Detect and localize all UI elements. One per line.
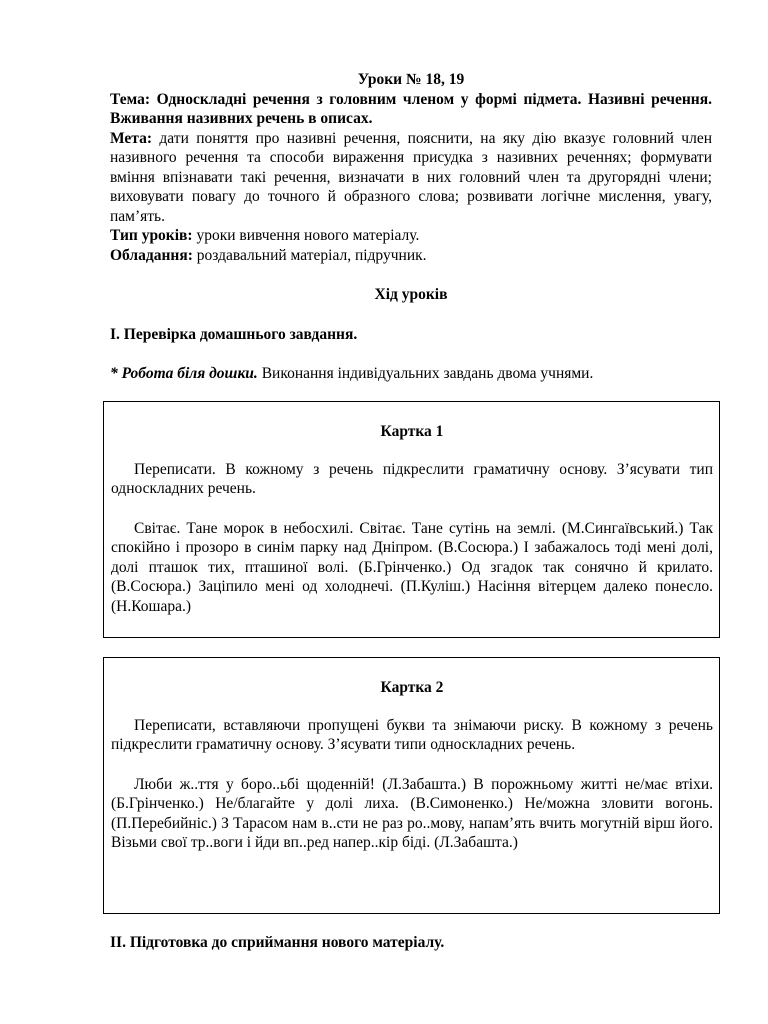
- equipment-text: роздавальний матеріал, підручник.: [192, 246, 427, 264]
- lesson-header: [110, 70, 712, 384]
- topic-label: Тема:: [110, 90, 150, 108]
- course-heading: Хід уроків: [374, 286, 448, 303]
- topic-text: Односкладні речення з головним членом у формі підмета. Називні речення. Вживання називних речень в описах.: [110, 90, 712, 127]
- section-1-heading: І. Перевірка домашнього завдання.: [110, 325, 358, 343]
- board-work-text: Виконання індивідуальних завдань двома учнями.: [257, 365, 594, 382]
- section-2-block: [110, 933, 712, 953]
- equipment-paragraph: [110, 246, 712, 266]
- card-1-title: Картка 1: [380, 423, 444, 440]
- card-2: [103, 657, 720, 914]
- lesson-type-text: уроки вивчення нового матеріалу.: [192, 227, 420, 244]
- lesson-title: Уроки № 18, 19: [357, 71, 465, 88]
- lesson-type-paragraph: [110, 226, 712, 246]
- card-1-task: Переписати. В кожному з речень підкреслити граматичну основу. З’ясувати тип односкладних речень.: [111, 460, 713, 497]
- topic-paragraph: [110, 90, 712, 129]
- goal-text: дати поняття про називні речення, пояснити, на яку дію вказує головний член називного речення та способи вираження присудка з називних реченнях; формувати вміння впізнавати такі речення, визначати в них головний член та другорядні члени; виховувати повагу до точного й образного слова; розвивати логічне мислення, увагу, пам’ять.: [110, 129, 712, 225]
- equipment-label: Обладання:: [110, 246, 193, 264]
- lesson-type-label: Тип уроків:: [110, 227, 193, 244]
- board-work-label: * Робота біля дошки.: [110, 365, 258, 382]
- card-1: [103, 401, 720, 638]
- card-2-task: Переписати, вставляючи пропущені букви та знімаючи риску. В кожному з речень підкреслити граматичну основу. З’ясувати типи односкладних речень.: [111, 716, 713, 753]
- card-1-text: Світає. Тане морок в небосхилі. Світає. Тане сутінь на землі. (М.Сингаївський.) Так спокійно і прозоро в синім парку над Дніпром. (В.Сосюра.) І забажалось тоді мені долі, долі пташок тих, пташиної волі. (Б.Грінченко.) Од згадок так сонячно й крилато. (В.Сосюра.) Заціпило мені од холоднечі. (П.Куліш.) Насіння вітерцем далеко понесло. (Н.Кошара.): [111, 519, 713, 615]
- card-2-title: Картка 2: [380, 679, 444, 696]
- goal-paragraph: [110, 129, 712, 227]
- section-2-heading: ІІ. Підготовка до сприймання нового матеріалу.: [110, 934, 445, 951]
- goal-label: Мета:: [110, 129, 153, 147]
- board-work-paragraph: [110, 364, 712, 384]
- card-2-text: Люби ж..ття у боро..ьбі щоденній! (Л.Забашта.) В порожньому житті не/має втіхи. (Б.Грінченко.) Не/благайте у долі лиха. (В.Симоненко.) Не/можна зловити вогонь. (П.Перебийніс.) З Тарасом нам в..сти не раз ро..мову, напам’ять вчить могутній вірш його. Візьми свої тр..воги і йди вп..ред напер..кір біді. (Л.Забашта.): [111, 775, 713, 851]
